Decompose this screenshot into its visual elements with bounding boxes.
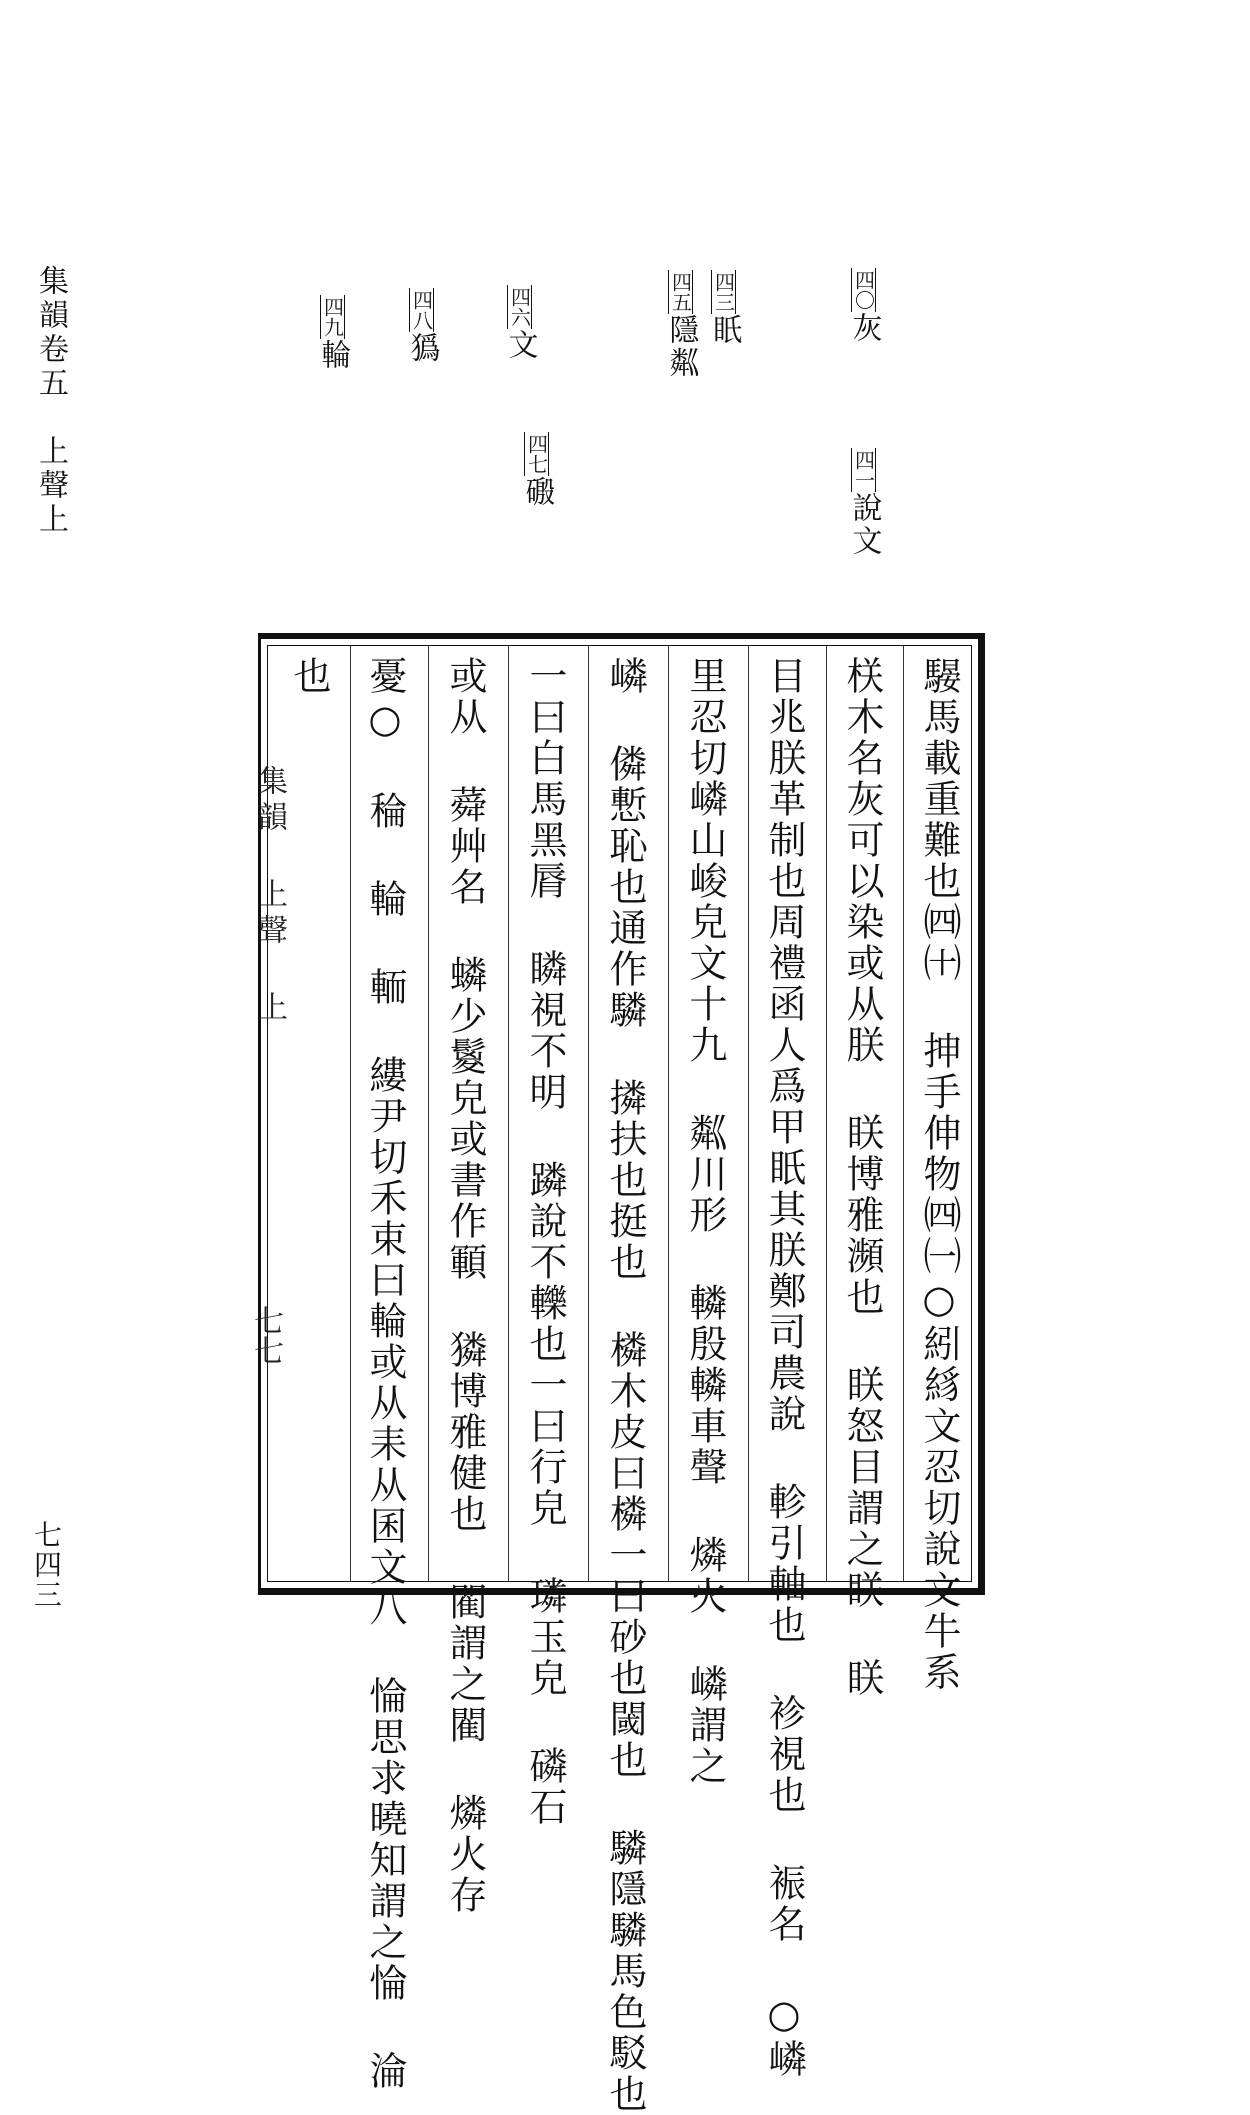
text-column-1: 騴馬載重難也㈣㈩ 抻手伸物㈣㈠○紖絼文忍切說文牛系 xyxy=(917,656,961,1693)
text-frame-inner xyxy=(267,645,972,2115)
note-text: 㺔 xyxy=(404,332,440,365)
text-column-7: 或从 蕣艸名 䗲少鬉皃或書作顐 獜博雅健也 閵謂之閵 燐火存 xyxy=(443,656,487,1916)
note-text: 說文 xyxy=(846,492,882,558)
column-rule xyxy=(508,646,509,1581)
fold-strip xyxy=(247,765,287,1665)
fold-strip-leaf-number: 七七 xyxy=(248,1305,283,1365)
note-text: 眂 xyxy=(706,314,742,347)
text-column-5: 嶙 僯慙恥也通作驎 撛扶也挺也 橉木皮曰橉一曰砂也閾也 驎隱驎馬色駁也 xyxy=(603,656,647,2115)
text-column-2: 栚木名灰可以染或从朕 眹博雅瀕也 眹怒目謂之眹 眹 xyxy=(840,656,884,1699)
note-text: 灰 xyxy=(846,312,882,345)
note-marker: 四五 xyxy=(668,272,693,312)
column-rule xyxy=(668,646,669,1581)
note-46 xyxy=(502,285,537,362)
note-text: 輪 xyxy=(315,339,351,372)
text-column-4: 里忍切嶙山峻皃文十九 粼川形 轔殷轔車聲 燐火 嶙謂之 xyxy=(683,656,727,1787)
column-rule xyxy=(748,646,749,1581)
note-40 xyxy=(846,268,881,345)
note-41 xyxy=(846,448,881,558)
note-text: 文 xyxy=(502,329,538,362)
note-43 xyxy=(706,270,741,347)
page-number: 七四三 xyxy=(30,1520,63,1610)
fold-strip-title: 集韻 上聲 上 xyxy=(252,765,287,1027)
note-marker: 四七 xyxy=(524,434,549,474)
note-marker: 四一 xyxy=(851,450,876,490)
note-49 xyxy=(315,295,350,372)
note-text: 磤 xyxy=(519,476,555,509)
note-47 xyxy=(519,432,554,509)
note-marker: 四八 xyxy=(409,290,434,330)
note-48 xyxy=(404,288,439,365)
note-marker: 四三 xyxy=(711,272,736,312)
text-column-6: 一曰白馬黑脣 瞵視不明 蹸說不轢也一曰行皃 璘玉皃 磷石 xyxy=(523,656,567,1828)
column-rule xyxy=(428,646,429,1581)
column-rule xyxy=(826,646,827,1581)
text-column-8: 憂○ 稐 輪 輀 縷尹切禾束曰輪或从耒从囷文八 惀思求曉知謂之惀 淪 xyxy=(363,656,407,2092)
column-rule xyxy=(903,646,904,1581)
note-45 xyxy=(663,270,698,380)
text-column-9: 也 xyxy=(287,656,331,697)
note-marker: 四六 xyxy=(507,287,532,327)
note-marker: 四九 xyxy=(320,297,345,337)
margin-book-title: 集韻卷五 上聲上 xyxy=(33,265,68,537)
column-rule xyxy=(350,646,351,1581)
column-rule xyxy=(588,646,589,1581)
text-column-3: 目兆朕革制也周禮函人爲甲眂其朕鄭司農說 軫引軸也 袗視也 裖名 ○嶙 xyxy=(762,656,806,2080)
text-frame xyxy=(258,633,985,2115)
note-text: 隱粼 xyxy=(663,314,699,380)
note-marker: 四〇 xyxy=(851,270,876,310)
